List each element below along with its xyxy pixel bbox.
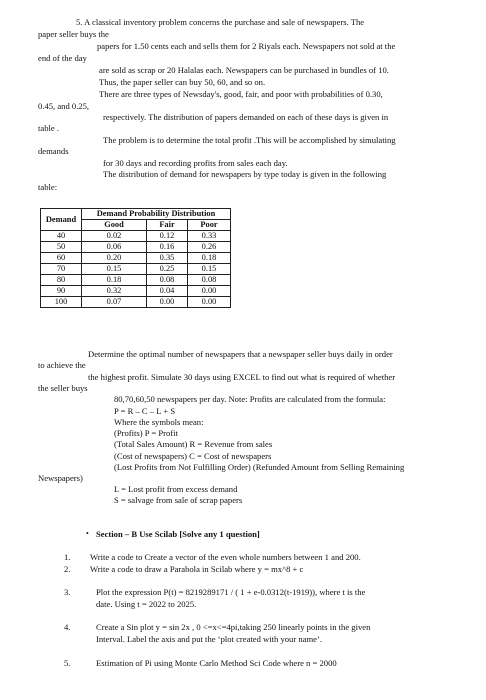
cell-good: 0.15	[82, 264, 147, 275]
after-line-4: the seller buys	[38, 383, 88, 393]
cell-good: 0.32	[82, 286, 147, 297]
problem-line-5: are sold as scrap or 20 Halalas each. Newspapers can be purchased in bundles of 10.	[99, 65, 389, 75]
after-line-11: (Lost Profits from Not Fulfilling Order) (Refunded Amount from Selling Remaining	[114, 462, 405, 472]
header-demand: Demand	[41, 209, 82, 231]
after-line-13: L = Lost profit from excess demand	[114, 484, 238, 494]
table-row	[41, 264, 231, 275]
section-bullet-icon: •	[86, 529, 89, 538]
cell-fair: 0.04	[147, 286, 188, 297]
cell-demand: 80	[41, 275, 82, 286]
cell-good: 0.20	[82, 253, 147, 264]
problem-line-7: There are three types of Newsday's, good, fair, and poor with probabilities of 0.30,	[99, 89, 383, 99]
question-number: 5.	[64, 658, 71, 668]
question-text-continued: Interval. Label the axis and put the ‘plot created with your name’.	[96, 634, 322, 644]
after-line-8: (Profits) P = Profit	[114, 428, 178, 438]
cell-poor: 0.00	[188, 297, 231, 308]
cell-fair: 0.00	[147, 297, 188, 308]
problem-line-15: table:	[38, 182, 58, 192]
table-row	[41, 286, 231, 297]
question-text: Write a code to Create a vector of the even whole numbers between 1 and 200.	[90, 552, 361, 562]
header-distribution: Demand Probability Distribution	[82, 209, 231, 220]
demand-distribution-table	[40, 208, 231, 308]
header-good: Good	[82, 220, 147, 231]
question-number: 1.	[64, 552, 71, 562]
table-row	[41, 297, 231, 308]
after-line-9: (Total Sales Amount) R = Revenue from sales	[114, 439, 273, 449]
cell-poor: 0.15	[188, 264, 231, 275]
cell-good: 0.02	[82, 231, 147, 242]
cell-demand: 40	[41, 231, 82, 242]
problem-line-12: demands	[38, 146, 69, 156]
problem-line-6: Thus, the paper seller can buy 50, 60, and so on.	[99, 77, 266, 87]
problem-line-2: paper seller buys the	[38, 29, 109, 39]
problem-line-11: The problem is to determine the total profit .This will be accomplished by simulating	[103, 135, 396, 145]
question-text: Write a code to draw a Parabola in Scilab where y = mx^8 + c	[90, 564, 304, 574]
cell-poor: 0.26	[188, 242, 231, 253]
cell-poor: 0.08	[188, 275, 231, 286]
after-line-14: S = salvage from sale of scrap papers	[114, 495, 243, 505]
question-text: Estimation of Pi using Monte Carlo Method Sci Code where n = 2000	[96, 658, 337, 668]
question-number: 4.	[64, 622, 71, 632]
cell-good: 0.06	[82, 242, 147, 253]
question-text: Plot the expression P(t) = 8219289171 / ( 1 + e-0.0312(t-1919)), where t is the	[96, 587, 366, 597]
table-row	[41, 253, 231, 264]
profit-formula: P = R – C – L + S	[114, 406, 176, 416]
after-line-3: the highest profit. Simulate 30 days using EXCEL to find out what is required of whether	[88, 372, 396, 382]
cell-fair: 0.35	[147, 253, 188, 264]
cell-poor: 0.33	[188, 231, 231, 242]
after-line-5: 80,70,60,50 newspapers per day. Note: Profits are calculated from the formula:	[114, 394, 386, 404]
table-row	[41, 242, 231, 253]
after-line-10: (Cost of newspapers) C = Cost of newspapers	[114, 451, 272, 461]
cell-fair: 0.12	[147, 231, 188, 242]
cell-poor: 0.00	[188, 286, 231, 297]
cell-poor: 0.18	[188, 253, 231, 264]
problem-line-4: end of the day	[38, 53, 87, 63]
cell-demand: 60	[41, 253, 82, 264]
problem-line-3: papers for 1.50 cents each and sells them for 2 Riyals each. Newspapers not sold at the	[97, 41, 396, 51]
header-poor: Poor	[188, 220, 231, 231]
question-number: 3.	[64, 587, 71, 597]
cell-demand: 70	[41, 264, 82, 275]
section-title: Section – B Use Scilab [Solve any 1 question]	[96, 529, 260, 539]
problem-line-10: table .	[38, 123, 59, 133]
after-line-12: Newspapers)	[38, 473, 83, 483]
table-header-row	[41, 209, 231, 220]
header-fair: Fair	[147, 220, 188, 231]
problem-line-13: for 30 days and recording profits from sales each day.	[103, 158, 288, 168]
problem-line-8: 0.45, and 0.25,	[38, 101, 90, 111]
problem-line-1: 5. A classical inventory problem concerns the purchase and sale of newspapers. The	[76, 17, 365, 27]
cell-fair: 0.08	[147, 275, 188, 286]
after-line-7: Where the symbols mean:	[114, 417, 204, 427]
table-row	[41, 275, 231, 286]
after-line-2: to achieve the	[38, 360, 86, 370]
question-text-continued: date. Using t = 2022 to 2025.	[96, 599, 197, 609]
question-text: Create a Sin plot y = sin 2x , 0 <=x<=4pi,taking 250 linearly points in the given	[96, 622, 371, 632]
cell-fair: 0.25	[147, 264, 188, 275]
table-row	[41, 231, 231, 242]
cell-good: 0.07	[82, 297, 147, 308]
after-line-1: Determine the optimal number of newspapers that a newspaper seller buys daily in order	[88, 349, 393, 359]
cell-good: 0.18	[82, 275, 147, 286]
problem-line-14: The distribution of demand for newspapers by type today is given in the following	[103, 169, 387, 179]
cell-demand: 100	[41, 297, 82, 308]
question-number: 2.	[64, 564, 71, 574]
cell-fair: 0.16	[147, 242, 188, 253]
cell-demand: 50	[41, 242, 82, 253]
cell-demand: 90	[41, 286, 82, 297]
problem-line-9: respectively. The distribution of papers demanded on each of these days is given in	[103, 112, 389, 122]
